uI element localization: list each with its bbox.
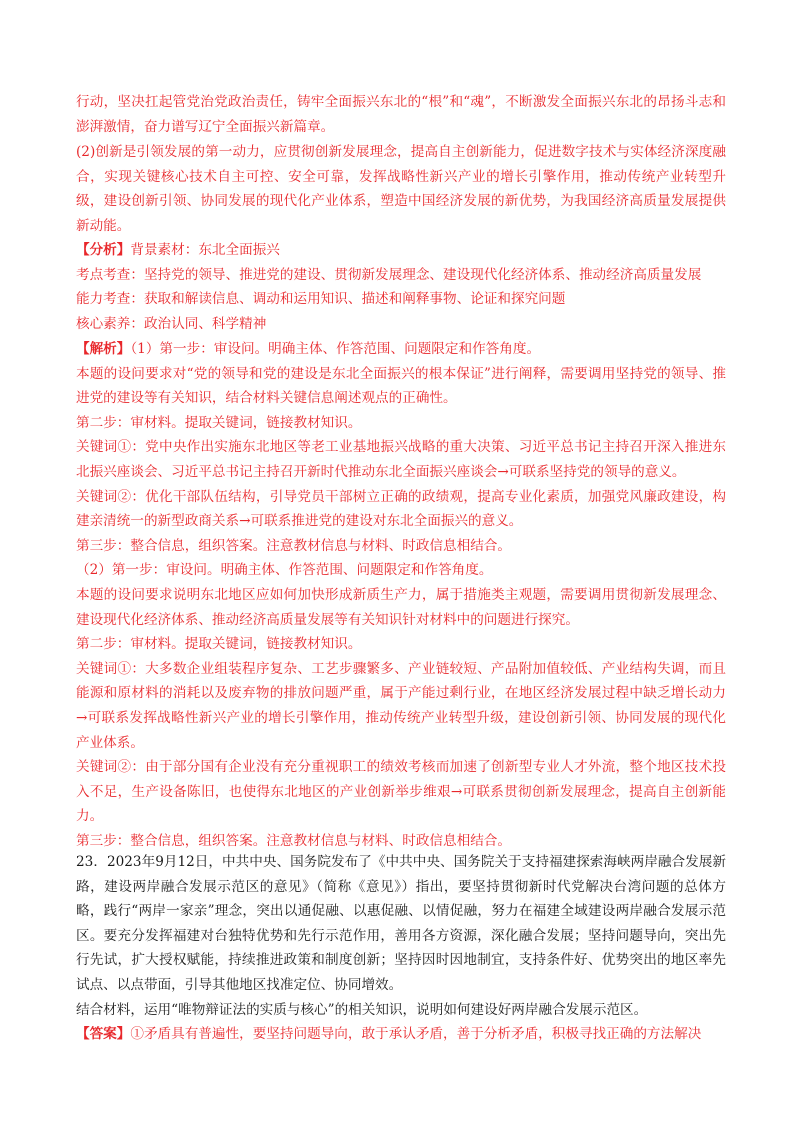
jiexi-tag: 【解析】: [76, 341, 131, 357]
answer-tag: 【答案】: [76, 1026, 131, 1043]
jiexi-q2-keyword-1: 关键词①：大多数企业组装程序复杂、工艺步骤繁多、产业链较短、产品附加值较低、产业结构失调，而且能源和原材料的消耗以及废弃物的排放问题严重，属于产能过剩行业，在地区经济发展过程中缺乏增长动力→可联系发挥战略性新兴产业的增长引擎作用，推动传统产业转型升级，建设创新引领、协同发展的现代化产业体系。: [76, 660, 726, 751]
jiexi-q1-step3: 第三步：整合信息，组织答案。注意教材信息与材料、时政信息相结合。: [76, 537, 511, 554]
jiexi-q1-step1-line: [76, 337, 726, 362]
jiexi-q2-keyword-2: 关键词②：由于部分国有企业没有充分重视职工的绩效考核而加速了创新型专业人才外流，整个地区技术投入不足，生产设备陈旧，也使得东北地区的产业创新举步维艰→可联系贯彻创新发展理念，提高自主创新能力。: [76, 759, 726, 825]
analysis-suyang: 核心素养：政治认同、科学精神: [76, 315, 267, 332]
question-23-material: 23．2023年9月12日，中共中央、国务院发布了《中共中央、国务院关于支持福建探索海峡两岸融合发展新路，建设两岸融合发展示范区的意见》（简称《意见》）指出，要坚持贯彻新时代党解决台湾问题的总体方略，践行“两岸一家亲”理念，突出以通促融、以惠促融、以情促融，努力在福建全域建设两岸融合发展示范区。要充分发挥福建对台独特优势和先行示范作用，善用各方资源，深化融合发展；坚持问题导向，突出先行先试，扩大授权赋能，持续推进政策和制度创新；坚持因时因地制宜，支持条件好、优势突出的地区率先试点、以点带面，引导其他地区找准定位、协同增效。: [76, 854, 726, 993]
question-23-answer-1: ①矛盾具有普遍性，要坚持问题导向，敢于承认矛盾，善于分析矛盾，积极寻找正确的方法解决: [130, 1026, 702, 1043]
analysis-nengli: 能力考查：获取和解读信息、调动和运用知识、描述和阐释事物、论证和探究问题: [76, 291, 566, 308]
jiexi-q2-step1: （2）第一步：审设问。明确主体、作答范围、问题限定和作答角度。: [76, 562, 493, 579]
analysis-section: [76, 238, 726, 336]
answer-2-paragraph: (2)创新是引领发展的第一动力，应贯彻创新发展理念，提高自主创新能力，促进数字技术与实体经济深度融合，实现关键核心技术自主可控、安全可靠，发挥战略性新兴产业的增长引擎作用，推动传统产业转型升级，建设创新引领、协同发展的现代化产业体系，塑造中国经济发展的新优势，为我国经济高质量发展提供新动能。: [76, 144, 726, 234]
answer-2-block: [76, 140, 726, 238]
analysis-background: 背景素材：东北全面振兴: [130, 242, 280, 258]
jiexi-q1-step2: 第二步：审材料。提取关键词，链接教材知识。: [76, 414, 362, 431]
jiexi-q1-keyword-2: 关键词②：优化干部队伍结构，引导党员干部树立正确的政绩观，提高专业化素质，加强党风廉政建设，构建亲清统一的新型政商关系→可联系推进党的建设对东北全面振兴的意义。: [76, 488, 726, 530]
jiexi-q2-step3: 第三步：整合信息，组织答案。注意教材信息与材料、时政信息相结合。: [76, 832, 511, 849]
jiexi-q1-desc: 本题的设问要求对“党的领导和党的建设是东北全面振兴的根本保证”进行阐释，需要调用坚持党的领导、推进党的建设等有关知识，结合材料关键信息阐述观点的正确性。: [76, 365, 726, 407]
answer-continuation-block: [76, 90, 726, 139]
jiexi-q2-desc: 本题的设问要求说明东北地区应如何加快形成新质生产力，属于措施类主观题，需要调用贯彻新发展理念、建设现代化经济体系、推动经济高质量发展等有关知识针对材料中的问题进行探究。: [76, 586, 726, 628]
question-23-prompt: 结合材料，运用“唯物辩证法的实质与核心”的相关知识，说明如何建设好两岸融合发展示范区。: [76, 1001, 648, 1018]
jiexi-section: [76, 337, 726, 853]
jiexi-q1-step1: （1）第一步：审设问。明确主体、作答范围、问题限定和作答角度。: [130, 341, 541, 357]
jiexi-q2-step2: 第二步：审材料。提取关键词，链接教材知识。: [76, 636, 362, 653]
question-23-answer-line: [76, 1022, 726, 1047]
analysis-background-line: [76, 238, 726, 263]
analysis-kaodian: 考点考查：坚持党的领导、推进党的建设、贯彻新发展理念、建设现代化经济体系、推动经济高质量发展: [76, 266, 702, 283]
answer-1-continuation: 行动，坚决扛起管党治党政治责任，铸牢全面振兴东北的“根”和“魂”，不断激发全面振兴东北的昂扬斗志和澎湃激情，奋力谱写辽宁全面振兴新篇章。: [76, 94, 726, 135]
analysis-tag: 【分析】: [76, 242, 131, 258]
jiexi-q1-keyword-1: 关键词①：党中央作出实施东北地区等老工业基地振兴战略的重大决策、习近平总书记主持召开深入推进东北振兴座谈会、习近平总书记主持召开新时代推动东北全面振兴座谈会→可联系坚持党的领导的意义。: [76, 439, 726, 480]
question-23-section: [76, 850, 726, 1047]
